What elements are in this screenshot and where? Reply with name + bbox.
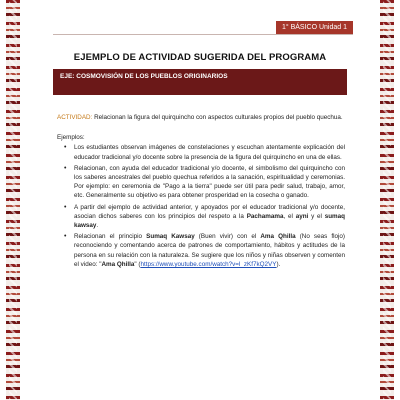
list-item <box>64 164 345 201</box>
eje-banner <box>53 69 347 95</box>
examples-label: Ejemplos: <box>57 134 85 142</box>
document-body <box>57 113 345 271</box>
example-text-part: (Buen vivir) con el <box>194 233 261 241</box>
term-ayni: ayni <box>295 212 309 220</box>
bullet-icon: • <box>64 233 67 241</box>
bullet-icon: • <box>64 203 67 211</box>
video-link[interactable]: https://www.youtube.com/watch?v=l_zKf7kQ2VY <box>140 260 277 268</box>
video-title: Ama Qhilla <box>101 260 135 268</box>
bullet-icon: • <box>64 144 67 152</box>
example-text: Relacionan, con ayuda del educador tradicional y/o docente, el simbolismo del quirquincho con los saberes ancestrales del pueblo quechua referidos a la sanación, espiritualidad y ceremonias. Por ejemplo: en ceremonia de "Pago a la tierra" puede ser útil para pedir salud, trabajo, amor, etc. Generalmente su objetivo es para obtener prosperidad en la cosecha o ganado. <box>74 164 345 200</box>
example-text-part: A partir del ejemplo de actividad anterior, y apoyados por el educador tradicional y/o docente, asocian dichos saberes con los principios del respeto a la <box>74 203 345 220</box>
example-text-part: y el <box>308 212 325 220</box>
example-text-part: (No seas flojo) reconociendo y comentando acerca de patrones de comportamiento, hábitos y actitudes de la persona en su relación con la naturaleza. Se sugiere que los niños y niñas observen y comenten el video: " <box>74 233 345 268</box>
term-sumaq-kawsay: Sumaq Kawsay <box>146 233 195 241</box>
eje-banner-label: EJE: COSMOVISIÓN DE LOS PUEBLOS ORIGINARIOS <box>60 73 228 80</box>
term-ama-qhilla: Ama Qhilla <box>260 233 296 241</box>
activity-paragraph <box>57 113 345 122</box>
list-item <box>64 143 345 161</box>
example-text-part: . <box>96 222 99 230</box>
example-text-part: ). <box>276 260 281 268</box>
activity-text: Relacionan la figura del quirquincho con aspectos culturales propios del pueblo quechua. <box>94 114 343 121</box>
activity-label: ACTIVIDAD: <box>57 114 93 121</box>
list-item <box>64 232 345 269</box>
header-divider <box>53 34 353 35</box>
term-sumaq-kawsay: sumaq kawsay <box>74 212 345 230</box>
list-item <box>64 203 345 231</box>
examples-list <box>57 143 345 269</box>
term-pachamama: Pachamama <box>246 212 284 220</box>
page-title: EJEMPLO DE ACTIVIDAD SUGERIDA DEL PROGRAMA <box>73 52 327 63</box>
example-text-part: , el <box>283 212 296 220</box>
example-text: Los estudiantes observan imágenes de constelaciones y escuchan atentamente explicación del educador tradicional y/o docente sobre la presencia de la figura del quirquincho en una de ellas. <box>74 144 345 161</box>
example-text-part: " ( <box>134 260 141 268</box>
bullet-icon: • <box>64 164 67 172</box>
example-text-part: Relacionan el principio <box>74 233 147 241</box>
unit-badge: 1° BÁSICO Unidad 1 <box>276 21 353 34</box>
